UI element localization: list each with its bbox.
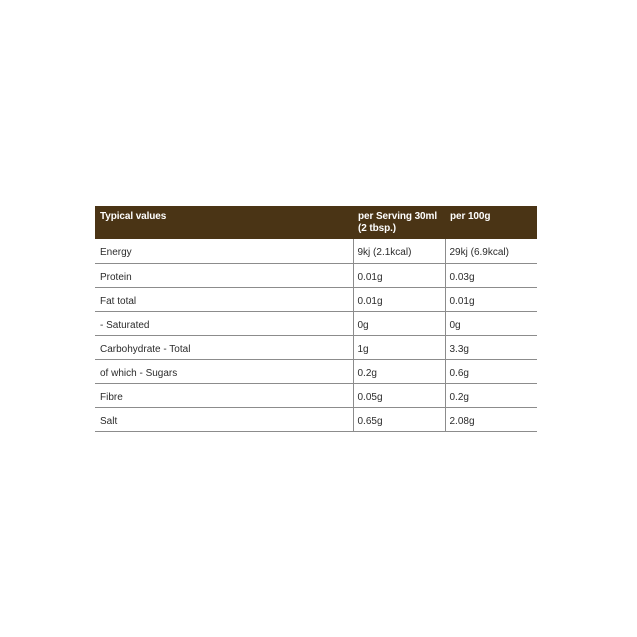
nutrition-table (95, 206, 537, 432)
header-typical-values: Typical values (95, 206, 353, 239)
table-row (95, 359, 537, 383)
per-100g-value: 0.03g (445, 263, 537, 287)
per-serving-value: 0g (353, 311, 445, 335)
per-serving-value: 0.2g (353, 359, 445, 383)
header-per-100g: per 100g (445, 206, 537, 239)
table-row (95, 335, 537, 359)
nutrient-name: of which - Sugars (95, 359, 353, 383)
per-100g-value: 0.6g (445, 359, 537, 383)
table-header-row (95, 206, 537, 239)
per-serving-value: 9kj (2.1kcal) (353, 239, 445, 263)
nutrient-name: Fibre (95, 383, 353, 407)
nutrient-name: - Saturated (95, 311, 353, 335)
per-100g-value: 29kj (6.9kcal) (445, 239, 537, 263)
table-row (95, 383, 537, 407)
per-100g-value: 0.2g (445, 383, 537, 407)
nutrient-name: Protein (95, 263, 353, 287)
per-serving-value: 0.01g (353, 287, 445, 311)
per-100g-value: 0g (445, 311, 537, 335)
nutrient-name: Salt (95, 407, 353, 431)
table-row (95, 287, 537, 311)
header-per-serving: per Serving 30ml (2 tbsp.) (353, 206, 445, 239)
nutrient-name: Energy (95, 239, 353, 263)
table-row (95, 311, 537, 335)
per-serving-value: 0.65g (353, 407, 445, 431)
per-100g-value: 3.3g (445, 335, 537, 359)
per-100g-value: 2.08g (445, 407, 537, 431)
table-row (95, 263, 537, 287)
per-serving-value: 0.01g (353, 263, 445, 287)
per-serving-value: 1g (353, 335, 445, 359)
nutrient-name: Carbohydrate - Total (95, 335, 353, 359)
per-100g-value: 0.01g (445, 287, 537, 311)
nutrient-name: Fat total (95, 287, 353, 311)
table-row (95, 407, 537, 431)
table-row (95, 239, 537, 263)
per-serving-value: 0.05g (353, 383, 445, 407)
